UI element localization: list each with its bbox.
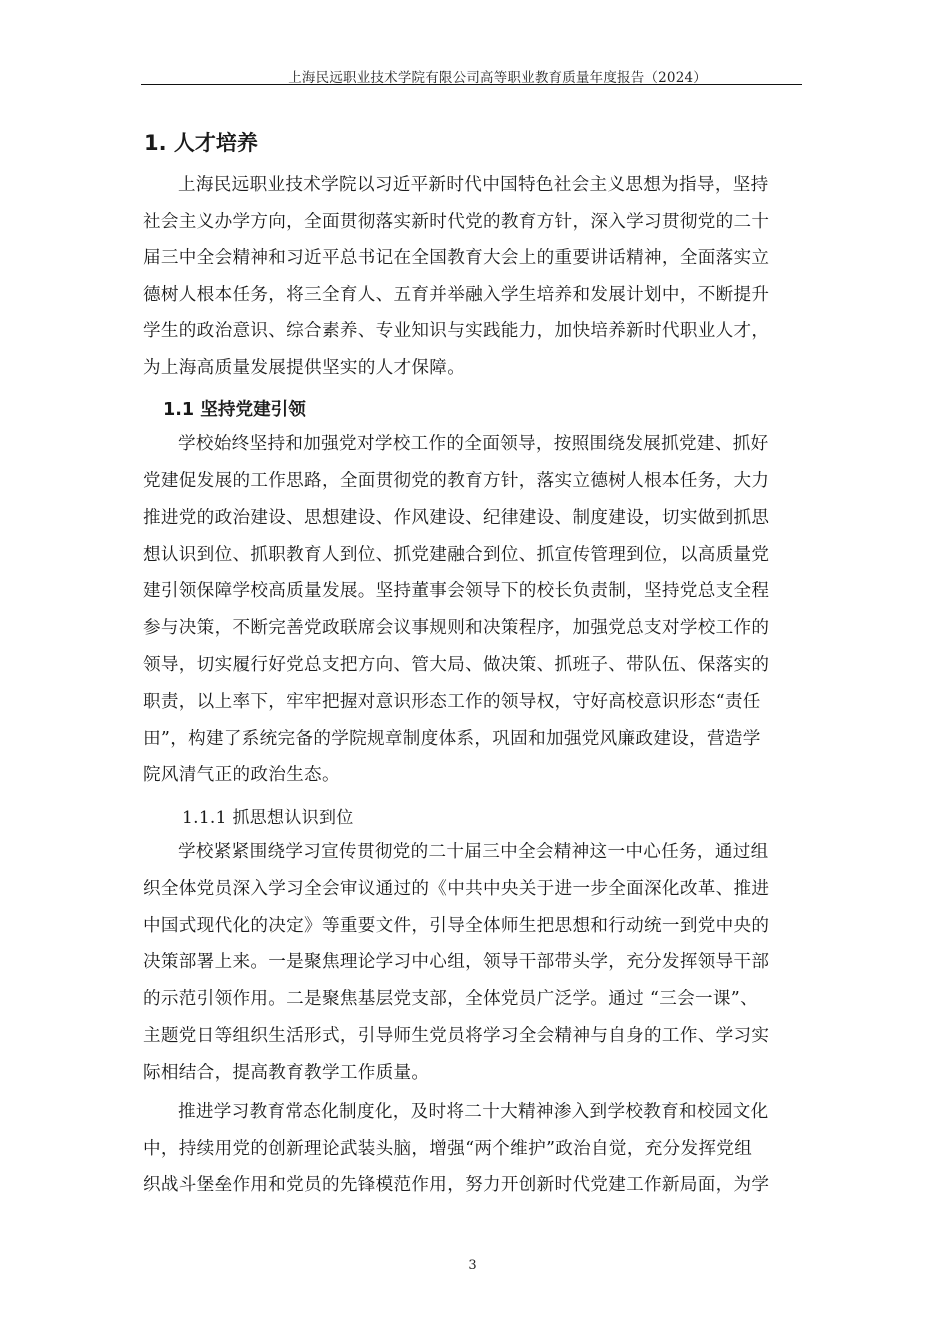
text-line: 建引领保障学校高质量发展。坚持董事会领导下的校长负责制，坚持党总支全程 <box>143 581 770 601</box>
text-line: 际相结合，提高教育教学工作质量。 <box>143 1063 430 1083</box>
text-line: 主题党日等组织生活形式，引导师生党员将学习全会精神与自身的工作、学习实 <box>143 1026 770 1046</box>
text-line: 织全体党员深入学习全会审议通过的《中共中央关于进一步全面深化改革、推进 <box>143 879 770 899</box>
text-line: 推进学习教育常态化制度化，及时将二十大精神渗入到学校教育和校园文化 <box>178 1102 769 1122</box>
text-line: 决策部署上来。一是聚焦理论学习中心组，领导干部带头学，充分发挥领导干部 <box>143 952 770 972</box>
header-divider <box>141 84 802 85</box>
text-line: 织战斗堡垒作用和党员的先锋模范作用，努力开创新时代党建工作新局面，为学 <box>143 1175 770 1195</box>
text-line: 党建促发展的工作思路，全面贯彻党的教育方针，落实立德树人根本任务，大力 <box>143 471 770 491</box>
text-line: 学校紧紧围绕学习宣传贯彻党的二十届三中全会精神这一中心任务，通过组 <box>178 842 769 862</box>
text-line: 为上海高质量发展提供坚实的人才保障。 <box>143 358 466 378</box>
page-number: 3 <box>468 1258 477 1273</box>
text-line: 中国式现代化的决定》等重要文件，引导全体师生把思想和行动统一到党中央的 <box>143 916 770 936</box>
section-heading: 1. 人才培养 <box>144 131 258 155</box>
text-line: 学生的政治意识、综合素养、专业知识与实践能力，加快培养新时代职业人才， <box>143 321 770 341</box>
text-line: 上海民远职业技术学院以习近平新时代中国特色社会主义思想为指导，坚持 <box>178 175 769 195</box>
text-line: 德树人根本任务，将三全育人、五育并举融入学生培养和发展计划中，不断提升 <box>143 285 770 305</box>
running-header-title: 上海民远职业技术学院有限公司高等职业教育质量年度报告（2024） <box>288 70 707 86</box>
text-line: 院风清气正的政治生态。 <box>143 765 340 785</box>
subsection-heading: 1.1 坚持党建引领 <box>163 400 306 420</box>
text-line: 领导，切实履行好党总支把方向、管大局、做决策、抓班子、带队伍、保落实的 <box>143 655 770 675</box>
text-line: 职责，以上率下，牢牢把握对意识形态工作的领导权，守好高校意识形态“责任 <box>143 692 761 712</box>
text-line: 中，持续用党的创新理论武装头脑，增强“两个维护”政治自觉，充分发挥党组 <box>143 1139 753 1159</box>
text-line: 学校始终坚持和加强党对学校工作的全面领导，按照围绕发展抓党建、抓好 <box>178 434 769 454</box>
text-line: 想认识到位、抓职教育人到位、抓党建融合到位、抓宣传管理到位，以高质量党 <box>143 545 770 565</box>
text-line: 推进党的政治建设、思想建设、作风建设、纪律建设、制度建设，切实做到抓思 <box>143 508 770 528</box>
subsubsection-heading: 1.1.1 抓思想认识到位 <box>182 808 354 828</box>
text-line: 田”，构建了系统完备的学院规章制度体系，巩固和加强党风廉政建设，营造学 <box>143 729 761 749</box>
text-line: 届三中全会精神和习近平总书记在全国教育大会上的重要讲话精神，全面落实立 <box>143 248 770 268</box>
text-line: 社会主义办学方向，全面贯彻落实新时代党的教育方针，深入学习贯彻党的二十 <box>143 212 770 232</box>
text-line: 的示范引领作用。二是聚焦基层党支部，全体党员广泛学。通过 “三会一课”、 <box>143 989 758 1009</box>
text-line: 参与决策，不断完善党政联席会议事规则和决策程序，加强党总支对学校工作的 <box>143 618 770 638</box>
